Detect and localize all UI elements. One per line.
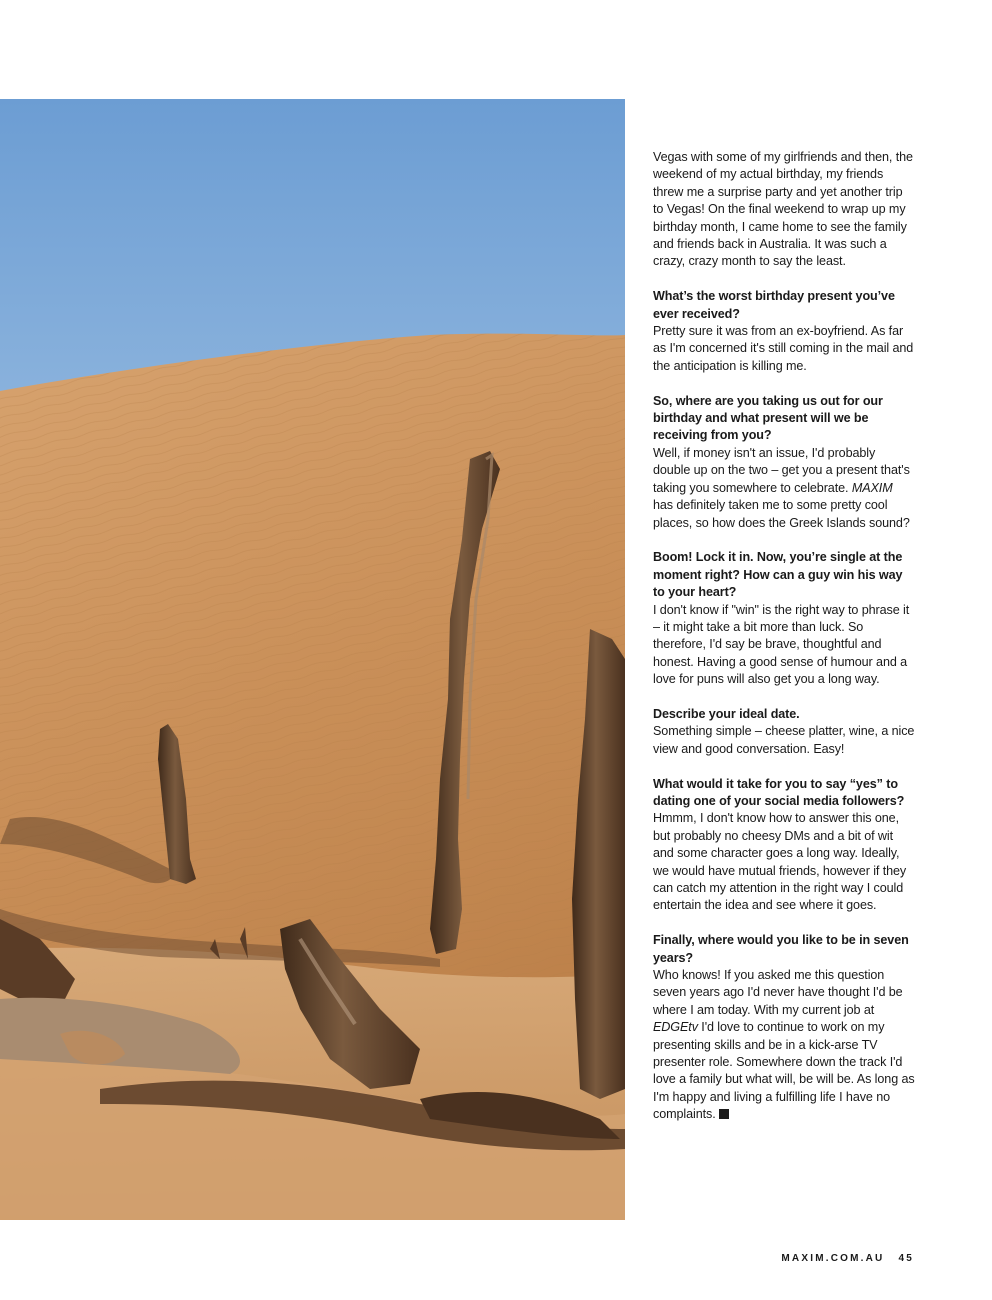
footer-site: MAXIM.COM.AU bbox=[781, 1253, 885, 1264]
answer-text: Who knows! If you asked me this question seven years ago I'd never have thought I'd be where I am today. With my current job at bbox=[653, 968, 903, 1017]
article-column bbox=[653, 149, 915, 1141]
qa-item bbox=[653, 549, 915, 688]
intro-paragraph: Vegas with some of my girlfriends and then, the weekend of my actual birthday, my friends threw me a surprise party and yet another trip to Vegas! On the final weekend to wrap up my birthday month, I came home to see the family and friends back in Australia. It was such a crazy, crazy month to say the least. bbox=[653, 150, 913, 269]
network-name: EDGEtv bbox=[653, 1020, 698, 1035]
answer-text: Hmmm, I don't know how to answer this one, but probably no cheesy DMs and a bit of wit and some character goes a long way. Ideally, we would have mutual friends, however if they can catch my attention in the right way I could entertain the idea and see where it goes. bbox=[653, 811, 907, 913]
question-heading: What’s the worst birthday present you’ve ever received? bbox=[653, 289, 895, 321]
question-heading: Describe your ideal date. bbox=[653, 706, 800, 721]
end-of-article-icon bbox=[719, 1109, 729, 1119]
answer-text: Pretty sure it was from an ex-boyfriend. As far as I'm concerned it's still coming in the mail and the anticipation is killing me. bbox=[653, 324, 914, 373]
qa-item bbox=[653, 932, 915, 1123]
qa-item bbox=[653, 706, 915, 758]
answer-text: Well, if money isn't an issue, I'd probably double up on the two – get you a present that's taking you somewhere to celebrate. bbox=[653, 445, 910, 495]
page-footer bbox=[781, 1253, 914, 1264]
answer-text: Something simple – cheese platter, wine, a nice view and good conversation. Easy! bbox=[653, 724, 915, 756]
answer-text: I don't know if "win" is the right way to phrase it – it might take a bit more than luck. So therefore, I'd say be brave, thoughtful and honest. Having a good sense of humour and a love for puns will also get you a long way. bbox=[653, 602, 910, 687]
answer-text: has definitely taken me to some pretty cool places, so how does the Greek Islands sound? bbox=[653, 498, 910, 530]
qa-item bbox=[653, 288, 915, 375]
qa-item bbox=[653, 776, 915, 915]
answer-text: I'd love to continue to work on my presenting skills and be in a kick-arse TV presenter role. Somewhere down the track I'd love a family but what will, be will be. As long as I'm happy and living a fulfilling life I have no complaints. bbox=[653, 1020, 915, 1122]
qa-item bbox=[653, 393, 915, 532]
question-heading: So, where are you taking us out for our birthday and what present will we be receiving from you? bbox=[653, 393, 883, 443]
publication-name: MAXIM bbox=[851, 480, 893, 495]
question-heading: Boom! Lock it in. Now, you’re single at the moment right? How can a guy win his way to your heart? bbox=[653, 550, 903, 600]
page-number: 45 bbox=[898, 1253, 914, 1264]
question-heading: Finally, where would you like to be in seven years? bbox=[653, 933, 909, 965]
desert-photo bbox=[0, 99, 625, 1220]
question-heading: What would it take for you to say “yes” to dating one of your social media followers? bbox=[653, 776, 905, 808]
